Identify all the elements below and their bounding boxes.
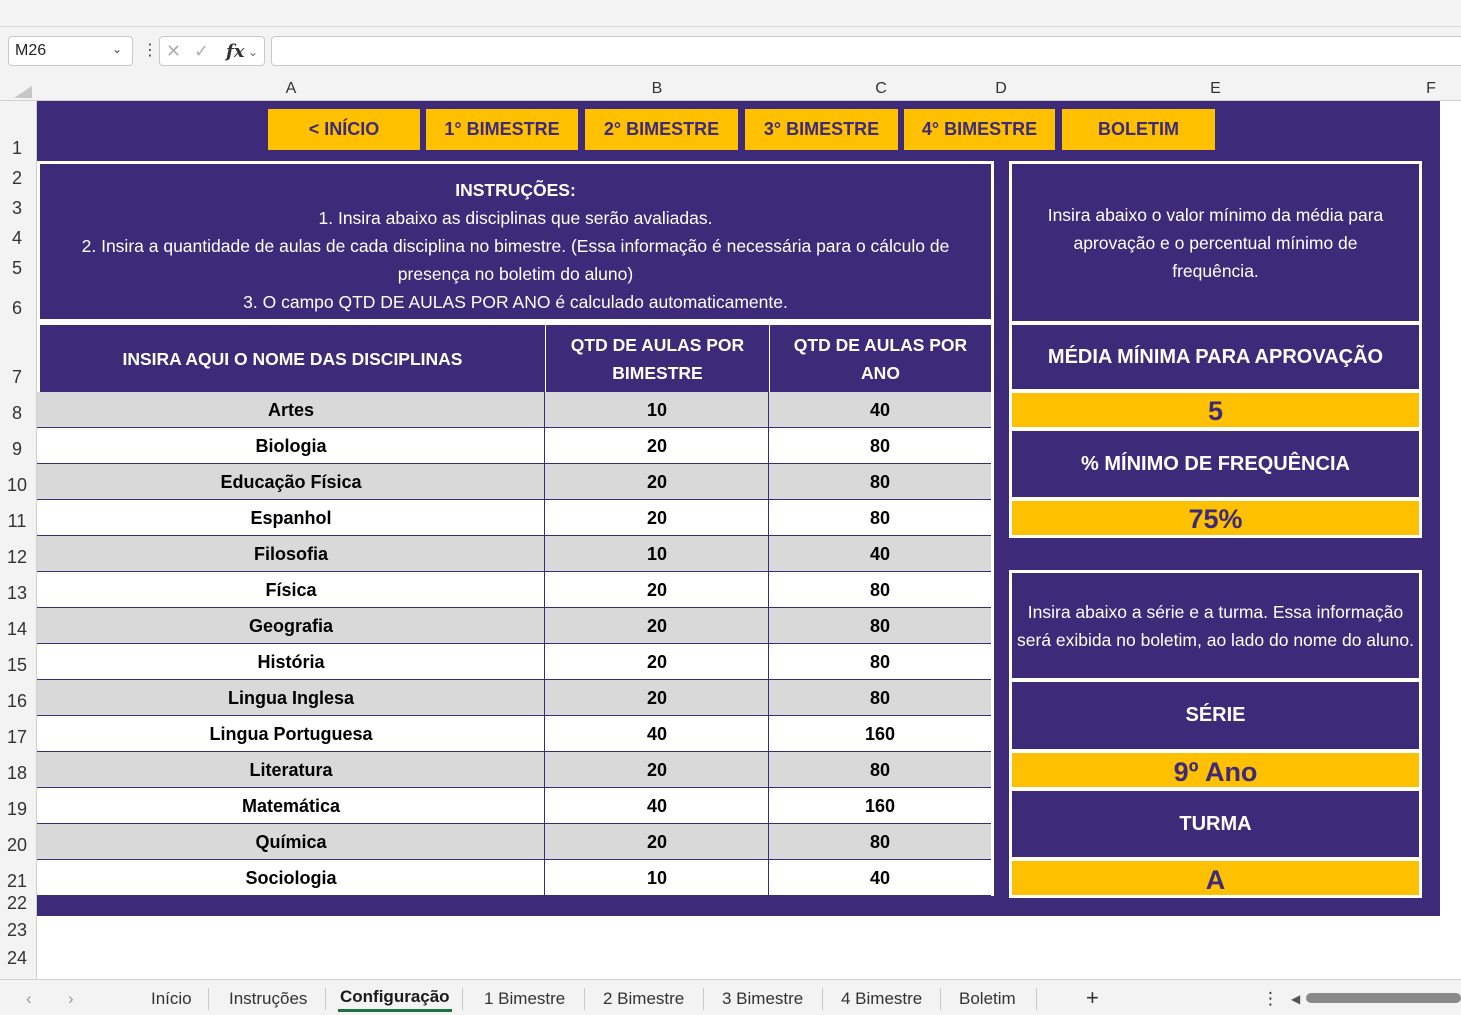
table-row xyxy=(37,572,991,608)
disciplina-cell[interactable]: Física xyxy=(265,580,317,600)
table-row xyxy=(37,788,991,824)
sheet-tab-4-bimestre[interactable]: 4 Bimestre xyxy=(841,989,923,1008)
disciplina-cell[interactable]: Sociologia xyxy=(245,868,337,888)
row-header[interactable]: 2 xyxy=(11,168,22,188)
nav-button-boletim[interactable]: BOLETIM xyxy=(1062,109,1215,150)
disciplina-cell[interactable]: Educação Física xyxy=(220,472,362,492)
formula-input[interactable] xyxy=(271,36,1461,66)
aulas-bimestre-cell[interactable]: 20 xyxy=(646,580,668,600)
row-header[interactable]: 16 xyxy=(6,691,28,711)
aulas-bimestre-cell[interactable]: 10 xyxy=(646,544,668,564)
serie-info-box: Insira abaixo a série e a turma. Essa informação será exibida no boletim, ao lado do nome do aluno. xyxy=(1009,570,1422,681)
aulas-bimestre-cell[interactable]: 20 xyxy=(646,688,668,708)
aulas-ano-cell[interactable]: 40 xyxy=(869,868,891,888)
table-row xyxy=(37,752,991,788)
aulas-bimestre-cell[interactable]: 20 xyxy=(646,472,668,492)
chevron-down-icon[interactable]: ⌄ xyxy=(112,42,123,56)
aulas-bimestre-cell[interactable]: 20 xyxy=(646,616,668,636)
row-header[interactable]: 19 xyxy=(6,799,28,819)
aulas-ano-cell[interactable]: 80 xyxy=(869,508,891,528)
serie-label: SÉRIE xyxy=(1009,679,1422,752)
sheet-tab-inicio[interactable]: Início xyxy=(151,989,192,1008)
row-header[interactable]: 15 xyxy=(6,655,28,675)
row-header[interactable]: 8 xyxy=(11,403,22,423)
frequencia-value-input[interactable]: 75% xyxy=(1009,498,1422,538)
turma-value-input[interactable]: A xyxy=(1009,858,1422,898)
aulas-ano-cell[interactable]: 80 xyxy=(869,616,891,636)
formula-actions xyxy=(159,36,265,66)
header-aulas-ano: QTD DE AULAS POR ANO xyxy=(769,322,994,392)
row-header[interactable]: 23 xyxy=(6,920,28,940)
row-header[interactable]: 21 xyxy=(6,871,28,891)
scroll-left-icon[interactable]: ◀ xyxy=(1291,992,1301,1006)
column-header-d[interactable]: D xyxy=(995,80,1007,97)
table-row xyxy=(37,608,991,644)
row-header[interactable]: 11 xyxy=(7,511,27,531)
name-box[interactable]: M26 xyxy=(8,36,133,66)
aulas-bimestre-cell[interactable]: 20 xyxy=(646,832,668,852)
sheet-tab-configuracao[interactable]: Configuração xyxy=(340,987,450,1006)
aulas-ano-cell[interactable]: 160 xyxy=(864,724,896,744)
approval-info-box: Insira abaixo o valor mínimo da média para aprovação e o percentual mínimo de frequência. xyxy=(1009,161,1422,324)
header-aulas-bimestre: QTD DE AULAS POR BIMESTRE xyxy=(545,322,769,392)
media-label: MÉDIA MÍNIMA PARA APROVAÇÃO xyxy=(1009,322,1422,392)
instruction-line: 3. O campo QTD DE AULAS POR ANO é calculado automaticamente. xyxy=(243,292,788,312)
aulas-ano-cell[interactable]: 80 xyxy=(869,832,891,852)
insert-function-button[interactable]: fx xyxy=(226,41,245,62)
table-row xyxy=(37,716,991,752)
nav-button-inicio[interactable]: < INÍCIO xyxy=(268,109,420,150)
row-header[interactable]: 20 xyxy=(6,835,28,855)
disciplina-cell[interactable]: Biologia xyxy=(255,436,327,456)
instructions-title: INSTRUÇÕES: xyxy=(455,180,576,200)
tab-divider xyxy=(584,988,585,1010)
tab-divider xyxy=(822,988,823,1010)
active-tab-indicator xyxy=(338,1009,452,1012)
row-header[interactable]: 10 xyxy=(6,475,28,495)
aulas-bimestre-cell[interactable]: 20 xyxy=(646,760,668,780)
table-row xyxy=(37,824,991,860)
disciplina-cell[interactable]: Matemática xyxy=(241,796,341,816)
column-header-a[interactable]: A xyxy=(285,80,297,97)
aulas-bimestre-cell[interactable]: 20 xyxy=(646,436,668,456)
aulas-ano-cell[interactable]: 40 xyxy=(869,544,891,564)
disciplina-cell[interactable]: Filosofia xyxy=(253,544,328,564)
column-header-f[interactable]: F xyxy=(1426,80,1436,97)
row-header[interactable]: 9 xyxy=(11,439,22,459)
table-row xyxy=(37,428,991,464)
more-options-icon[interactable]: ⋮ xyxy=(142,42,158,59)
aulas-ano-cell[interactable]: 80 xyxy=(869,760,891,780)
chevron-right-icon[interactable]: › xyxy=(68,989,74,1008)
chevron-down-icon[interactable]: ⌄ xyxy=(248,45,259,59)
tab-divider xyxy=(703,988,704,1010)
row-header[interactable]: 18 xyxy=(6,763,28,783)
aulas-ano-cell[interactable]: 80 xyxy=(869,580,891,600)
nav-button-bimestre-1[interactable]: 1° BIMESTRE xyxy=(426,109,578,150)
table-row xyxy=(37,464,991,500)
select-all-corner[interactable] xyxy=(14,86,32,98)
table-right-border xyxy=(991,392,994,896)
row-header[interactable]: 7 xyxy=(11,367,22,387)
aulas-ano-cell[interactable]: 160 xyxy=(864,796,896,816)
tab-divider xyxy=(325,988,326,1010)
table-row xyxy=(37,860,991,896)
aulas-bimestre-cell[interactable]: 40 xyxy=(646,796,668,816)
row-header[interactable]: 12 xyxy=(6,547,28,567)
nav-button-bimestre-4[interactable]: 4° BIMESTRE xyxy=(904,109,1055,150)
serie-value-input[interactable]: 9º Ano xyxy=(1009,750,1422,790)
cancel-icon[interactable]: ✕ xyxy=(166,41,182,61)
aulas-ano-cell[interactable]: 80 xyxy=(869,472,891,492)
confirm-icon[interactable]: ✓ xyxy=(194,41,210,61)
tab-divider xyxy=(462,988,463,1010)
column-divider xyxy=(768,392,769,896)
add-sheet-icon[interactable]: + xyxy=(1086,985,1099,1010)
sheet-tab-boletim[interactable]: Boletim xyxy=(959,989,1016,1008)
tab-divider xyxy=(1036,988,1037,1010)
aulas-ano-cell[interactable]: 40 xyxy=(869,400,891,420)
nav-button-bimestre-2[interactable]: 2° BIMESTRE xyxy=(585,109,738,150)
aulas-ano-cell[interactable]: 80 xyxy=(869,652,891,672)
table-row xyxy=(37,536,991,572)
aulas-bimestre-cell[interactable]: 10 xyxy=(646,400,668,420)
ribbon-strip xyxy=(0,0,1461,27)
sheet-tab-2-bimestre[interactable]: 2 Bimestre xyxy=(603,989,685,1008)
disciplina-cell[interactable]: Química xyxy=(255,832,327,852)
row-header[interactable]: 14 xyxy=(6,619,28,639)
instruction-line: 2. Insira a quantidade de aulas de cada disciplina no bimestre. (Essa informação é necessária para o cálculo de xyxy=(81,236,950,256)
sheet-tab-instrucoes[interactable]: Instruções xyxy=(229,989,308,1008)
disciplina-cell[interactable]: Artes xyxy=(267,400,315,420)
table-row xyxy=(37,500,991,536)
table-row xyxy=(37,680,991,716)
disciplina-cell[interactable]: Geografia xyxy=(248,616,334,636)
aulas-ano-cell[interactable]: 80 xyxy=(869,688,891,708)
disciplina-cell[interactable]: Espanhol xyxy=(250,508,332,528)
row-header[interactable]: 3 xyxy=(11,198,22,218)
aulas-bimestre-cell[interactable]: 20 xyxy=(646,652,668,672)
aulas-bimestre-cell[interactable]: 10 xyxy=(646,868,668,888)
turma-label: TURMA xyxy=(1009,788,1422,860)
row-header[interactable]: 17 xyxy=(6,727,28,747)
aulas-bimestre-cell[interactable]: 40 xyxy=(646,724,668,744)
column-header-c[interactable]: C xyxy=(875,80,887,97)
media-value-input[interactable]: 5 xyxy=(1009,390,1422,430)
row-header[interactable]: 5 xyxy=(11,258,22,278)
row-header[interactable]: 13 xyxy=(6,583,28,603)
tab-divider xyxy=(208,988,209,1010)
disciplina-cell[interactable]: História xyxy=(257,652,325,672)
column-divider xyxy=(544,392,545,896)
frequencia-label: % MÍNIMO DE FREQUÊNCIA xyxy=(1009,428,1422,500)
column-header-e[interactable]: E xyxy=(1210,80,1221,97)
instructions-box xyxy=(37,161,994,322)
nav-button-bimestre-3[interactable]: 3° BIMESTRE xyxy=(745,109,898,150)
header-disciplinas: INSIRA AQUI O NOME DAS DISCIPLINAS xyxy=(37,322,545,392)
aulas-ano-cell[interactable]: 80 xyxy=(869,436,891,456)
row-header[interactable]: 24 xyxy=(6,948,28,968)
chevron-left-icon[interactable]: ‹ xyxy=(26,989,32,1008)
column-header-b[interactable]: B xyxy=(651,80,663,97)
disciplina-cell[interactable]: Literatura xyxy=(249,760,333,780)
instruction-line: 1. Insira abaixo as disciplinas que serão avaliadas. xyxy=(318,208,713,228)
sheet-tab-3-bimestre[interactable]: 3 Bimestre xyxy=(722,989,804,1008)
sheet-tab-1-bimestre[interactable]: 1 Bimestre xyxy=(484,989,566,1008)
row-header[interactable]: 6 xyxy=(11,298,22,318)
row-header[interactable]: 1 xyxy=(11,138,22,158)
more-options-icon[interactable]: ⋮ xyxy=(1262,989,1279,1008)
table-row xyxy=(37,644,991,680)
instruction-line: presença no boletim do aluno) xyxy=(397,264,634,284)
horizontal-scrollbar[interactable] xyxy=(1306,993,1461,1003)
table-row xyxy=(37,392,991,428)
row-header[interactable]: 22 xyxy=(6,893,28,913)
disciplina-cell[interactable]: Lingua Portuguesa xyxy=(209,724,373,744)
tab-divider xyxy=(940,988,941,1010)
disciplina-cell[interactable]: Lingua Inglesa xyxy=(227,688,355,708)
row-header[interactable]: 4 xyxy=(11,228,22,248)
aulas-bimestre-cell[interactable]: 20 xyxy=(646,508,668,528)
